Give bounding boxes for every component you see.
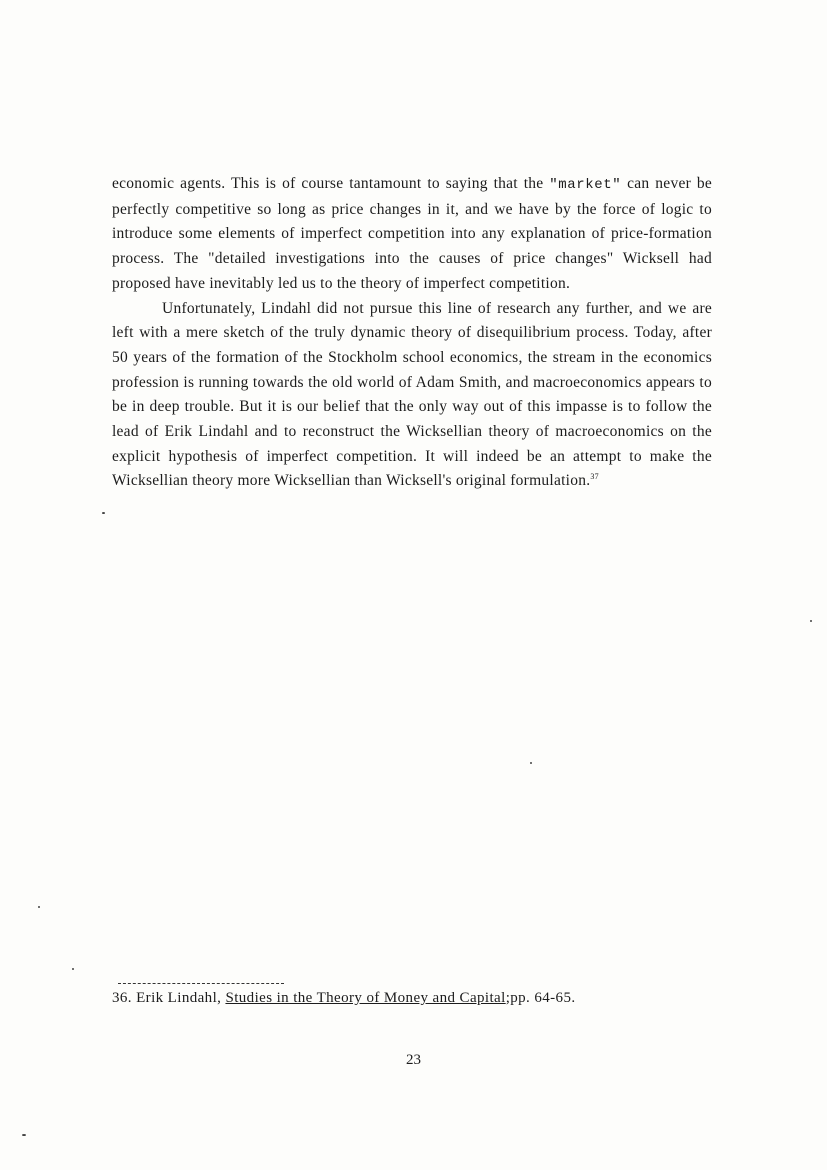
scan-speck [22, 1134, 26, 1136]
text-segment: Unfortunately, Lindahl did not pursue this line of research any further, and we are left with a mere sketch of the truly dynamic theory of disequilibrium process. Today, after 50 years of the formation of the Stockholm school economics, the stream in the economics profession is running towards the old world of Adam Smith, and macroeconomics appears to be in deep trouble. But it is our belief that the only way out of this impasse is to follow the lead of Erik Lindahl and to reconstruct the Wicksellian theory of macroeconomics on the explicit hypothesis of imperfect competition. It will indeed be an attempt to make the Wicksellian theory more Wicksellian than Wicksell's original formulation. [112, 299, 712, 490]
footnote-title: Studies in the Theory of Money and Capital [225, 990, 506, 1006]
footnote-pages: ;pp. 64-65. [505, 990, 576, 1006]
footnote-separator [118, 983, 284, 984]
footnote [112, 988, 714, 1009]
scan-speck [72, 968, 74, 970]
footnote-reference: 37 [590, 472, 599, 482]
footnote-author: Erik Lindahl, [136, 990, 222, 1006]
body-text [112, 172, 712, 494]
scan-speck [102, 512, 105, 514]
paragraph-2 [112, 297, 712, 495]
paragraph-1 [112, 172, 712, 297]
text-segment: can never be perfectly competitive so long as price changes in it, and we have by the force of logic to introduce some elements of imperfect competition into any explanation of price-formation process. The "detailed investigations into the causes of price changes" Wicksell had proposed have inevitably led us to the theory of imperfect competition. [112, 175, 712, 292]
scan-speck [530, 762, 532, 764]
scan-speck [38, 906, 40, 908]
text-segment-market: "market" [549, 177, 622, 193]
scan-speck [810, 620, 812, 622]
page-number: 23 [406, 1052, 421, 1068]
footnote-number: 36. [112, 990, 132, 1006]
text-segment: economic agents. This is of course tantamount to saying that the [112, 175, 550, 192]
